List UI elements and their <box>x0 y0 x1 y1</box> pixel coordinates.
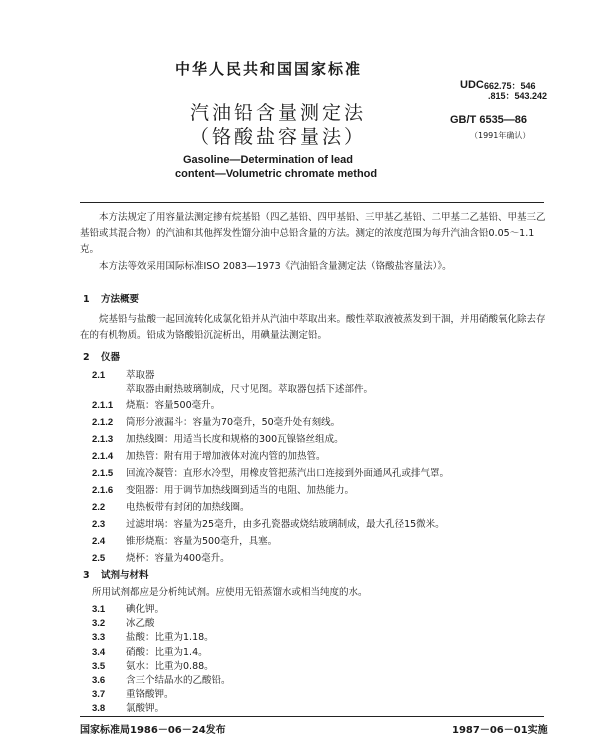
section-1-number: 1 <box>83 294 90 305</box>
section-2-title: 仪器 <box>101 352 121 363</box>
list-item: 2.5 烧杯：容量为400毫升。 <box>92 553 230 564</box>
section-3-title: 试剂与材料 <box>101 570 149 581</box>
intro-paragraph-1: 本方法规定了用容量法测定掺有烷基铅（四乙基铅、四甲基铅、三甲基乙基铅、二甲基二乙基铅、甲基三乙基铅或其混合物）的汽油和其他挥发性馏分油中总铅含量的方法。测定的浓度范围为每升汽油含铅0.05～1.1克。 <box>80 212 546 255</box>
title-chinese-line-1: 汽油铅含量测定法 <box>190 102 367 124</box>
list-item: 2.2 电热板带有封闭的加热线圈。 <box>92 502 250 513</box>
footer-divider <box>80 716 544 717</box>
section-1-body: 烷基铅与盐酸一起回流转化成氯化铅并从汽油中萃取出来。酸性萃取液被蒸发到干涸，并用硝酸氧化除去存在的有机物质。铅成为铬酸铅沉淀析出，用碘量法测定铅。 <box>80 314 546 341</box>
section-2-heading <box>83 349 120 363</box>
issue-date: 国家标准局1986－06－24发布 <box>80 725 226 736</box>
issuing-body: 中华人民共和国国家标准 <box>175 60 363 78</box>
list-item: 3.7 重铬酸钾。 <box>92 689 174 701</box>
list-item: 2.1.5 回流冷凝管：直形水冷型，用橡皮管把蒸汽出口连接到外面通风孔或排气罩。 <box>92 468 450 479</box>
section-3-number: 3 <box>83 570 90 581</box>
list-item: 2.1.4 加热管：附有用于增加液体对流内管的加热管。 <box>92 451 326 462</box>
section-1-title: 方法概要 <box>101 294 140 305</box>
confirmation-note: （1991年确认） <box>470 131 531 140</box>
list-item: 2.1.2 筒形分液漏斗：容量为70毫升，50毫升处有刻线。 <box>92 417 341 428</box>
section-1-heading <box>83 291 139 305</box>
udc-label: UDC <box>460 79 484 91</box>
section-3-heading <box>83 567 149 581</box>
header-divider <box>80 202 544 203</box>
title-english-line-2: content—Volumetric chromate method <box>175 168 378 180</box>
list-item: 2.1.1 烧瓶：容量500毫升。 <box>92 400 221 411</box>
list-item: 3.8 氯酸钾。 <box>92 703 165 715</box>
list-item: 3.1 碘化钾。 <box>92 604 165 615</box>
section-3-intro: 所用试剂都应是分析纯试剂。应使用无铅蒸馏水或相当纯度的水。 <box>92 587 368 598</box>
udc-value-1: 662.75：546 <box>484 81 536 91</box>
list-item: 3.3 盐酸：比重为1.18。 <box>92 632 214 644</box>
list-item: 2.1.3 加热线圈：用适当长度和规格的300瓦镍铬丝组成。 <box>92 434 344 445</box>
list-item: 3.6 含三个结晶水的乙酸铅。 <box>92 675 231 686</box>
list-item: 萃取器由耐热玻璃制成，尺寸见图。萃取器包括下述部件。 <box>126 384 374 395</box>
list-item: 2.3 过滤坩埚：容量为25毫升，由多孔瓷器或烧结玻璃制成，最大孔径15微米。 <box>92 519 445 530</box>
list-item: 3.2 冰乙酸 <box>92 618 155 630</box>
intro-paragraph-2: 本方法等效采用国际标准ISO 2083—1973《汽油铅含量测定法（铬酸盐容量法）》。 <box>99 261 452 272</box>
list-item: 2.1 萃取器 <box>92 370 155 381</box>
list-item: 2.1.6 变阻器：用于调节加热线圈到适当的电阻、加热能力。 <box>92 485 355 496</box>
list-item: 3.4 硝酸：比重为1.4。 <box>92 646 208 658</box>
title-english-line-1: Gasoline—Determination of lead <box>183 154 353 166</box>
list-item: 3.5 氨水：比重为0.88。 <box>92 660 214 672</box>
effective-date: 1987－06－01实施 <box>452 725 548 736</box>
section-2-number: 2 <box>83 352 90 363</box>
standard-number: GB/T 6535—86 <box>450 114 528 126</box>
list-item: 2.4 锥形烧瓶：容量为500毫升，具塞。 <box>92 536 278 547</box>
title-chinese-line-2: （铬酸盐容量法） <box>190 126 367 148</box>
udc-value-2: .815：543.242 <box>488 91 548 101</box>
